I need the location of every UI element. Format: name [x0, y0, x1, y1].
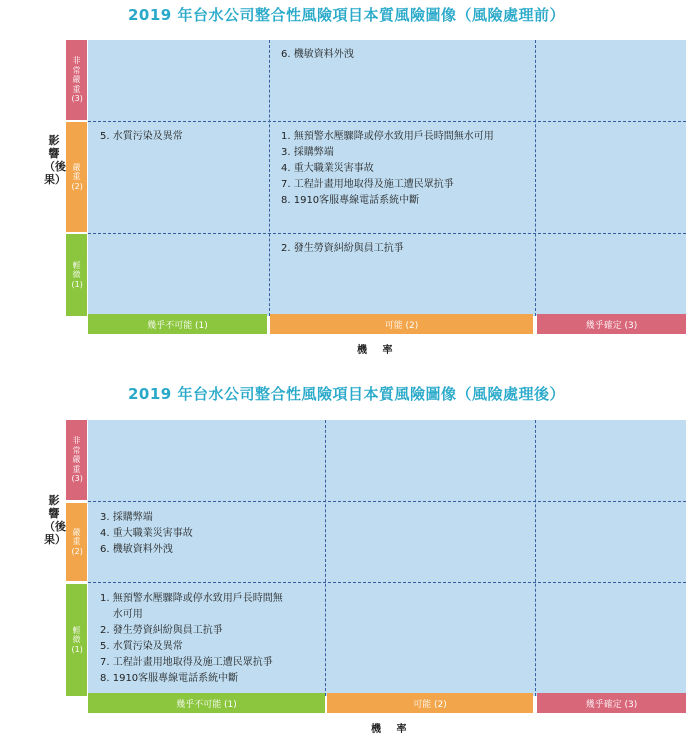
x-axis-label: 機 率: [357, 345, 399, 356]
likelihood-label: 幾乎不可能 (1): [88, 314, 267, 334]
matrix-grid: [88, 420, 686, 696]
row-divider: [88, 121, 686, 122]
severity-label-text: 輕微 (1): [71, 260, 83, 289]
risk-item: 8. 1910客服專線電話系統中斷: [281, 195, 420, 206]
risk-item: 2. 發生勞資糾紛與員工抗爭: [281, 243, 404, 254]
severity-label: [66, 420, 87, 500]
likelihood-label: 幾乎確定 (3): [537, 693, 686, 713]
risk-item: 6. 機敏資料外洩: [281, 49, 354, 60]
matrix-cell: [281, 241, 404, 257]
column-divider: [269, 40, 270, 316]
risk-item: 5. 水質污染及異常: [100, 641, 183, 652]
severity-label: [66, 122, 87, 232]
x-axis-label: 機 率: [371, 724, 413, 735]
severity-label: [66, 503, 87, 581]
row-divider: [88, 233, 686, 234]
severity-label-text: 嚴重 (2): [71, 162, 83, 191]
matrix-cell: [281, 129, 494, 209]
risk-item: 3. 採購弊端: [281, 147, 334, 158]
severity-label-text: 非常嚴重 (3): [71, 56, 83, 104]
matrix-title: 2019 年台水公司整合性風險項目本質風險圖像（風險處理後）: [128, 385, 565, 403]
likelihood-label: 幾乎確定 (3): [537, 314, 686, 334]
y-axis-label: 影響（後果）: [44, 134, 66, 186]
y-axis-label: 影響（後果）: [44, 494, 66, 546]
severity-label: [66, 234, 87, 316]
row-divider: [88, 501, 686, 502]
severity-label-text: 輕微 (1): [71, 625, 83, 654]
risk-item: 7. 工程計畫用地取得及施工遭民眾抗爭: [281, 179, 454, 190]
severity-label: [66, 584, 87, 696]
risk-item: 4. 重大職業災害事故: [100, 528, 193, 539]
risk-item: 1. 無預警水壓驟降或停水致用戶長時間無水可用: [281, 131, 494, 142]
risk-item: 4. 重大職業災害事故: [281, 163, 374, 174]
matrix-cell: [281, 47, 354, 63]
risk-item: 7. 工程計畫用地取得及施工遭民眾抗爭: [100, 657, 273, 668]
likelihood-label: 可能 (2): [327, 693, 533, 713]
severity-label-text: 嚴重 (2): [71, 527, 83, 556]
risk-item: 6. 機敏資料外洩: [100, 544, 173, 555]
row-divider: [88, 582, 686, 583]
risk-item: 3. 採購弊端: [100, 512, 153, 523]
matrix-cell: [100, 510, 193, 558]
matrix-grid: [88, 40, 686, 316]
matrix-cell: [100, 591, 283, 687]
likelihood-label: 幾乎不可能 (1): [88, 693, 325, 713]
column-divider: [325, 420, 326, 696]
risk-item: 8. 1910客服專線電話系統中斷: [100, 673, 239, 684]
severity-label: [66, 40, 87, 120]
column-divider: [535, 40, 536, 316]
matrix-title: 2019 年台水公司整合性風險項目本質風險圖像（風險處理前）: [128, 6, 565, 24]
column-divider: [535, 420, 536, 696]
likelihood-label: 可能 (2): [270, 314, 533, 334]
matrix-cell: [100, 129, 183, 145]
risk-item: 2. 發生勞資糾紛與員工抗爭: [100, 625, 223, 636]
severity-label-text: 非常嚴重 (3): [71, 436, 83, 484]
risk-item: 5. 水質污染及異常: [100, 131, 183, 142]
risk-item: 1. 無預警水壓驟降或停水致用戶長時間無 水可用: [100, 593, 283, 620]
